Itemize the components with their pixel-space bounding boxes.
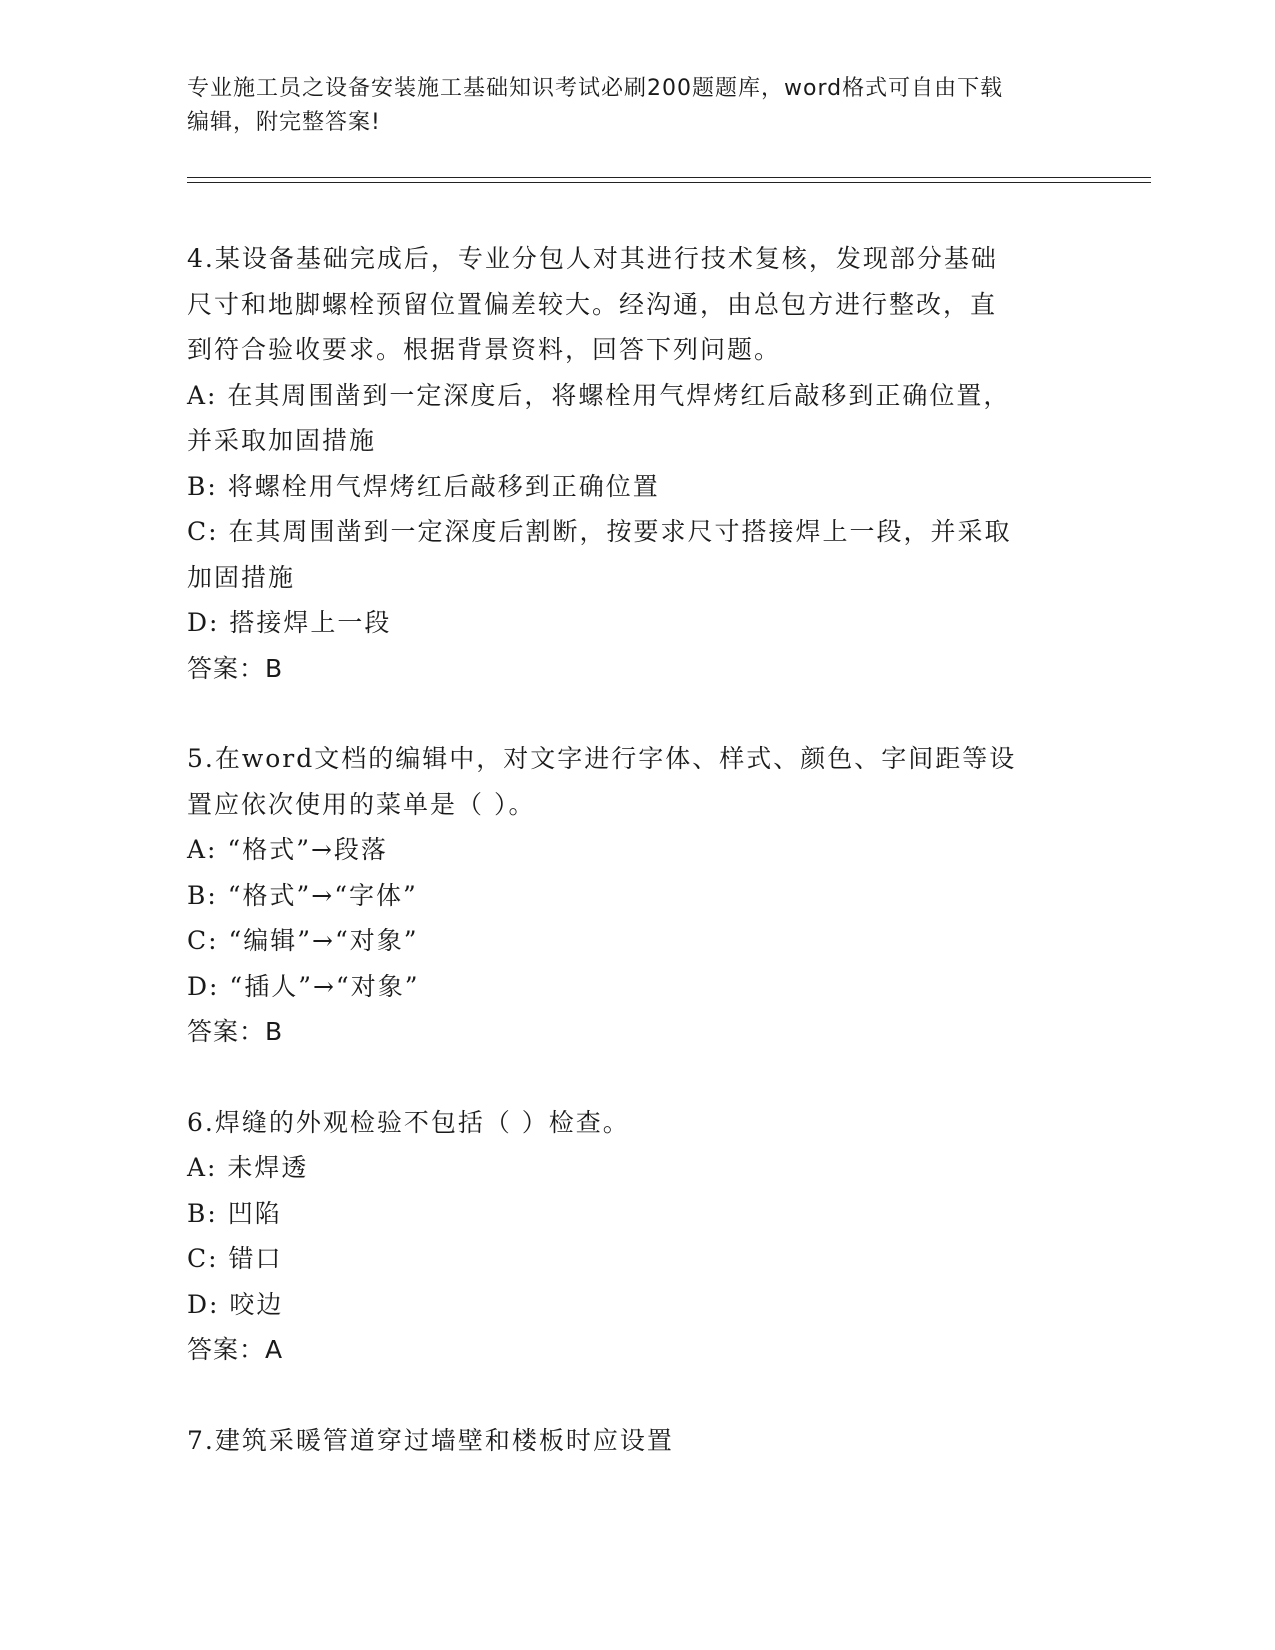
answer-option-line: 并采取加固措施 bbox=[187, 426, 377, 455]
question-list bbox=[187, 236, 1087, 1508]
answer-option-line: D: “插人”→“对象” bbox=[187, 971, 420, 1001]
answer-option-line: C: 错口 bbox=[187, 1244, 283, 1273]
answer-option-line: B: “格式”→“字体” bbox=[187, 880, 418, 910]
answer-option-line: A: “格式”→段落 bbox=[187, 835, 388, 864]
answer-key: 答案：B bbox=[187, 1017, 284, 1046]
answer-option-line: B: 凹陷 bbox=[187, 1198, 282, 1228]
answer-key: 答案：A bbox=[187, 1335, 284, 1364]
question-stem-line: 7.建筑采暖管道穿过墙壁和楼板时应设置 bbox=[187, 1425, 674, 1455]
answer-option-line: A: 在其周围凿到一定深度后，将螺栓用气焊烤红后敲移到正确位置， bbox=[187, 380, 1011, 410]
answer-option-line: D: 搭接焊上一段 bbox=[187, 608, 392, 637]
question-block bbox=[187, 1418, 1087, 1464]
answer-option-line: A: 未焊透 bbox=[187, 1153, 309, 1182]
header-line-1: 专业施工员之设备安装施工基础知识考试必刷200题题库，word格式可自由下载 bbox=[187, 76, 1004, 101]
document-header bbox=[187, 72, 1067, 140]
question-stem-line: 4.某设备基础完成后，专业分包人对其进行技术复核，发现部分基础 bbox=[187, 244, 998, 273]
answer-option-line: D: 咬边 bbox=[187, 1289, 284, 1319]
question-block bbox=[187, 1100, 1087, 1373]
answer-key: 答案：B bbox=[187, 653, 284, 683]
answer-option-line: 加固措施 bbox=[187, 562, 296, 592]
answer-option-line: C: “编辑”→“对象” bbox=[187, 926, 419, 955]
question-stem-line: 6.焊缝的外观检验不包括（ ）检查。 bbox=[187, 1107, 630, 1137]
answer-option-line: B: 将螺栓用气焊烤红后敲移到正确位置 bbox=[187, 471, 660, 501]
question-stem-line: 尺寸和地脚螺栓预留位置偏差较大。经沟通，由总包方进行整改，直 bbox=[187, 289, 998, 319]
question-stem-line: 到符合验收要求。根据背景资料，回答下列问题。 bbox=[187, 335, 782, 364]
answer-option-line: C: 在其周围凿到一定深度后割断，按要求尺寸搭接焊上一段，并采取 bbox=[187, 517, 1012, 546]
question-stem-line: 置应依次使用的菜单是（ ）。 bbox=[187, 789, 536, 819]
header-divider-bottom bbox=[187, 182, 1151, 183]
question-block bbox=[187, 736, 1087, 1055]
header-divider-top bbox=[187, 177, 1151, 178]
question-stem-line: 5.在word文档的编辑中，对文字进行字体、样式、颜色、字间距等设 bbox=[187, 744, 1017, 773]
question-block bbox=[187, 236, 1087, 691]
header-line-2: 编辑，附完整答案! bbox=[187, 110, 381, 135]
